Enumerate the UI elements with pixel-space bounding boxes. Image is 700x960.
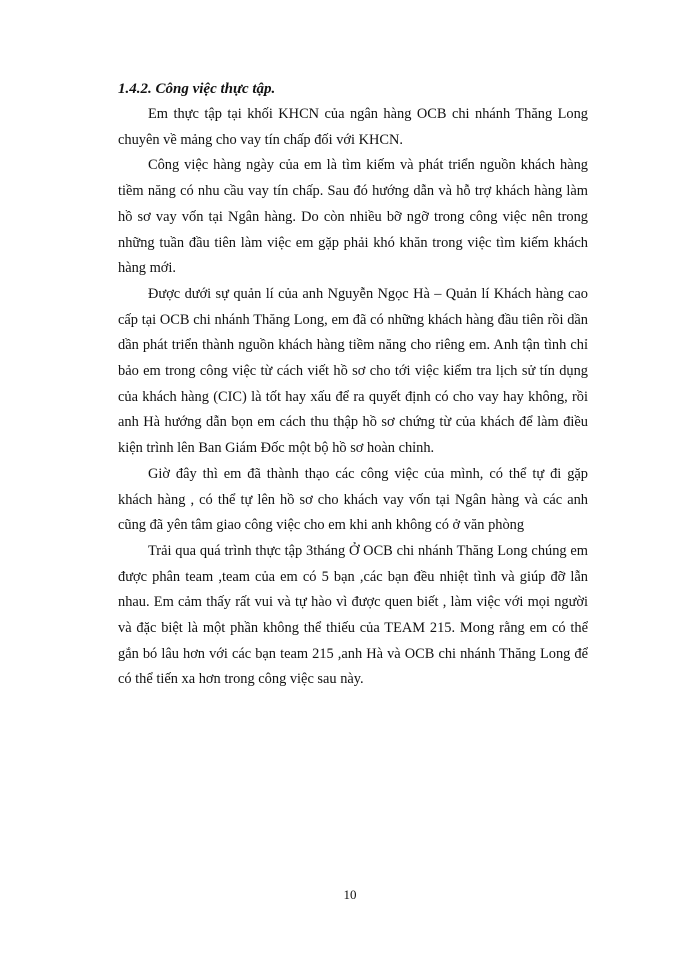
page-number: 10 — [343, 887, 357, 902]
paragraph-daily-work: Công việc hàng ngày của em là tìm kiếm và phát triển nguồn khách hàng tiềm năng có nhu cầu vay tín chấp. Sau đó hướng dẫn và hỗ trợ khách hàng làm hồ sơ vay vốn tại Ngân hàng. Do còn nhiều bỡ ngỡ trong công việc nên trong những tuần đầu tiên làm việc em gặp phải khó khăn trong việc tìm kiếm khách hàng mới. — [118, 157, 588, 277]
paragraph-mentor: Được dưới sự quản lí của anh Nguyễn Ngọc Hà – Quản lí Khách hàng cao cấp tại OCB chi nhánh Thăng Long, em đã có những khách hàng đầu tiên rồi dần dần phát triển thành nguồn khách hàng tiềm năng cho riêng em. Anh tận tình chỉ bảo em trong công việc từ cách viết hồ sơ cho tới việc kiểm tra lịch sử tín dụng của khách hàng (CIC) là tốt hay xấu để ra quyết định có cho vay hay không, rồi anh Hà hướng dẫn bọn em cách thu thập hồ sơ chứng từ của khách để làm điều kiện trình lên Ban Giám Đốc một bộ hồ sơ hoàn chỉnh. — [118, 285, 588, 457]
section-heading: 1.4.2. Công việc thực tập. — [118, 81, 276, 97]
paragraph-internship-intro: Em thực tập tại khối KHCN của ngân hàng OCB chi nhánh Thăng Long chuyên về mảng cho vay tín chấp đối với KHCN. — [118, 106, 588, 148]
paragraph-progress: Giờ đây thì em đã thành thạo các công việc của mình, có thể tự đi gặp khách hàng , có thể tự lên hồ sơ cho khách vay vốn tại Ngân hàng và các anh cũng đã yên tâm giao công việc cho em khi anh không có ở văn phòng — [118, 465, 588, 534]
page-content — [118, 76, 588, 693]
paragraph-team: Trải qua quá trình thực tập 3tháng Ở OCB chi nhánh Thăng Long chúng em được phân team ,team của em có 5 bạn ,các bạn đều nhiệt tình và giúp đỡ lẫn nhau. Em cảm thấy rất vui và tự hào vì được quen biết , làm việc với mọi người và đặc biệt là một phần không thể thiếu của TEAM 215. Mong rằng em có thể gắn bó lâu hơn với các bạn team 215 ,anh Hà và OCB chi nhánh Thăng Long để có thể tiến xa hơn trong công việc sau này. — [118, 542, 588, 688]
